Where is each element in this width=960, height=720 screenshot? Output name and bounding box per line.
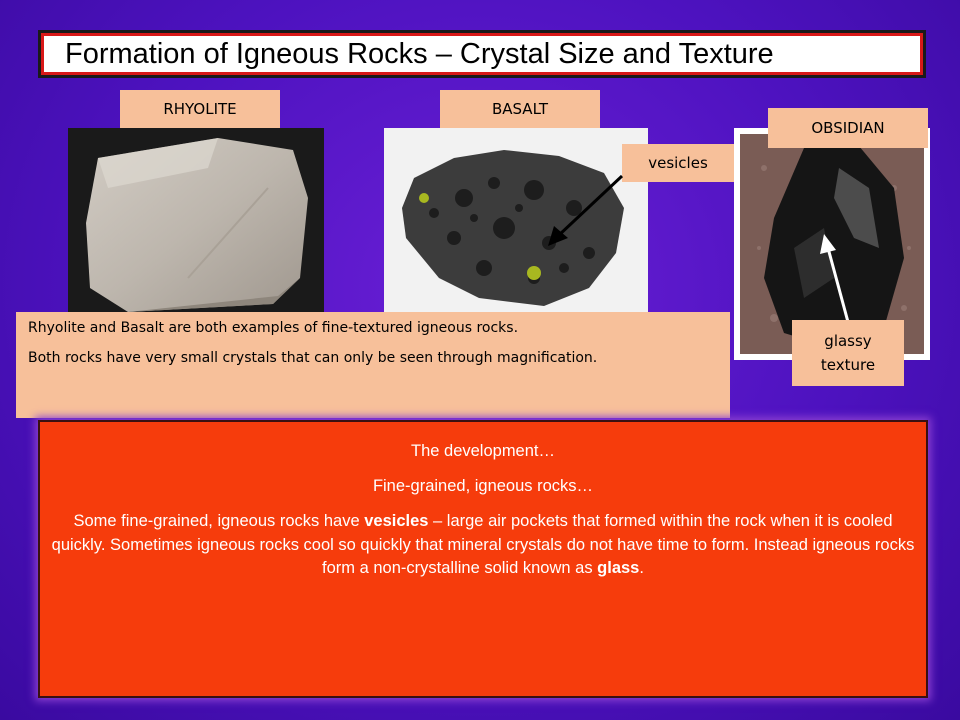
paragraph-part-3: . [639,559,644,577]
rhyolite-photo [68,128,324,314]
paragraph-part-1: Some fine-grained, igneous rocks have [73,512,365,530]
glassy-arrow [810,230,860,325]
slide-title: Formation of Igneous Rocks – Crystal Size and Texture [65,37,774,70]
glassy-label-line2: texture [820,356,876,374]
fine-textured-callout [16,312,730,418]
development-subheading: Fine-grained, igneous rocks… [372,477,594,495]
slide-title-box [38,30,926,78]
development-heading: The development… [411,442,555,460]
development-box [38,420,928,698]
glassy-texture-label [792,320,904,386]
development-paragraph [50,510,916,581]
obsidian-label: OBSIDIAN [768,108,928,148]
basalt-label: BASALT [440,90,600,128]
glassy-label-line1: glassy [824,332,872,350]
vesicles-arrow [540,170,630,250]
callout-line-1: Rhyolite and Basalt are both examples of fine-textured igneous rocks. [28,320,519,336]
glass-term: glass [597,559,640,577]
rhyolite-label: RHYOLITE [120,90,280,128]
vesicles-label: vesicles [622,144,734,182]
vesicles-term: vesicles [364,512,429,530]
callout-line-2: Both rocks have very small crystals that can only be seen through magnification. [28,350,598,366]
paragraph-part-2: – large air pockets that formed within the rock when it is cooled quickly. Sometimes igneous rocks cool so quickly that mineral crystals do not have time to form. Instead igneous rocks form a non-crystalline solid known as [51,512,915,577]
